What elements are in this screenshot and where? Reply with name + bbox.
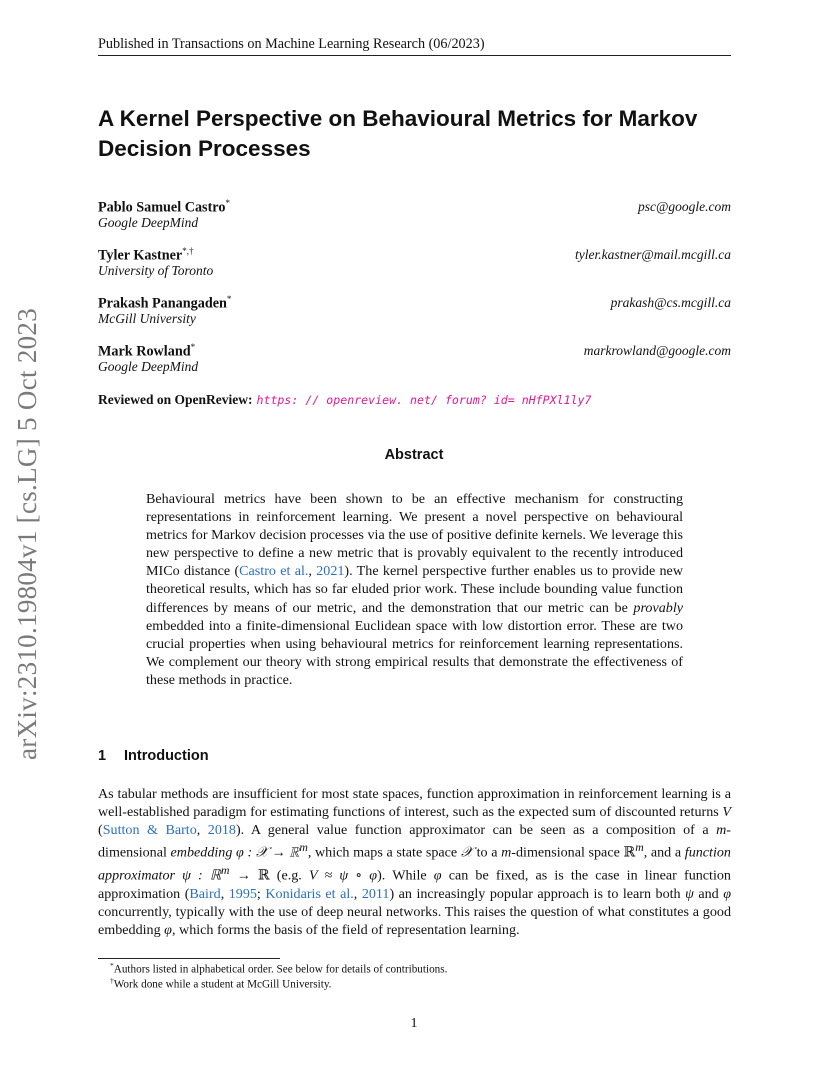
footnote [110, 961, 447, 976]
abstract-emphasis: provably [633, 599, 683, 616]
math-symbol: ψ [685, 885, 694, 902]
running-header: Published in Transactions on Machine Learning Research (06/2023) [98, 36, 485, 52]
intro-text: and [693, 885, 724, 902]
citation-link[interactable]: Castro et al. [239, 563, 309, 580]
citation-link[interactable]: Konidaris et al. [265, 885, 354, 902]
intro-text: , [220, 885, 229, 902]
math-symbol: φ [723, 885, 732, 902]
citation-link[interactable]: Baird [189, 885, 221, 902]
author-affiliation: Google DeepMind [98, 359, 199, 374]
openreview-link[interactable]: https: // openreview. net/ forum? id= nHfPXl1ly7 [256, 393, 592, 407]
author-name-text: Tyler Kastner [98, 247, 183, 264]
intro-text: ( [98, 822, 103, 839]
footnote-text: Authors listed in alphabetical order. See below for details of contributions. [113, 963, 448, 976]
intro-text: As tabular methods are insufficient for most state spaces, function approximation in reinforcement learning is a well-established paradigm for estimating functions of interest, such as the expected sum of discounted returns [98, 786, 731, 821]
math-symbol: V [722, 804, 731, 821]
author-name [98, 246, 193, 265]
intro-text: , which maps a state space [307, 844, 461, 861]
footnote-text: Work done while a student at McGill University. [113, 978, 332, 991]
citation-year-link[interactable]: 2011 [361, 885, 390, 902]
abstract-paragraph [146, 490, 683, 689]
intro-emphasis: function approximator [98, 844, 731, 884]
abstract-text: ). The kernel perspective further enables us to provide new theoretical results, which has so far eluded prior work. These include bounding value function differences by means of our metric, and the demonstration that our metric can be [146, 563, 683, 616]
intro-text: ). While [377, 867, 434, 884]
author-mark: * [190, 342, 196, 352]
math-symbol: φ [164, 922, 172, 939]
author-name [98, 342, 195, 361]
section-title: Introduction [124, 748, 209, 764]
introduction-paragraph [98, 785, 731, 939]
intro-text: can be fixed, as is the case in linear function approximation ( [98, 867, 731, 902]
header-rule [98, 55, 731, 56]
page-number: 1 [410, 1016, 418, 1031]
math-superscript: m [299, 841, 308, 855]
author-affiliation: McGill University [98, 311, 196, 326]
author-email[interactable]: psc@google.com [637, 199, 731, 214]
abstract-body [146, 490, 683, 689]
title-line-1: A Kernel Perspective on Behavioural Metrics for Markov [98, 106, 698, 131]
intro-text: , [353, 885, 362, 902]
intro-text: → ℝ (e.g. [229, 867, 309, 884]
intro-text: , [196, 822, 208, 839]
author-name [98, 294, 231, 313]
paper-title [98, 104, 738, 164]
math-symbol: 𝒳 [460, 844, 473, 861]
author-mark: * [225, 198, 230, 208]
math-superscript: m [221, 864, 230, 878]
intro-text: ). A general value function approximator can be seen as a composition of a [235, 822, 717, 839]
author-affiliation: University of Toronto [98, 263, 214, 278]
math-symbol: m [501, 844, 512, 861]
intro-text: ) an increasingly popular approach is to learn both [389, 885, 686, 902]
intro-text: -dimensional space ℝ [511, 844, 636, 861]
intro-text: -dimensional [98, 822, 731, 861]
citation-year-link[interactable]: 2021 [316, 563, 345, 580]
arxiv-stamp: arXiv:2310.19804v1 [cs.LG] 5 Oct 2023 [12, 307, 42, 760]
footnote-rule [98, 958, 280, 959]
citation-link[interactable]: Sutton & Barto [102, 822, 197, 839]
intro-text: ; [256, 885, 266, 902]
author-name-text: Pablo Samuel Castro [98, 199, 226, 216]
intro-text: concurrently, typically with the use of deep neural networks. This raises the question of what constitutes a good embedding [98, 903, 731, 939]
math-symbol: m [716, 822, 727, 839]
author-mark: *,† [182, 246, 194, 256]
author-affiliation: Google DeepMind [98, 215, 199, 230]
math-expression: φ : 𝒳 → ℝ [232, 844, 300, 861]
author-name-text: Mark Rowland [98, 343, 191, 360]
author-name [98, 198, 230, 217]
math-superscript: m [635, 841, 644, 855]
author-email[interactable]: tyler.kastner@mail.mcgill.ca [574, 247, 731, 262]
abstract-text: embedded into a finite-dimensional Euclidean space with low distortion error. These are two crucial properties when using behavioural metrics for reinforcement learning representations. We complement our theory with strong empirical results that demonstrate the effectiveness of these methods in practice. [146, 617, 683, 688]
citation-year-link[interactable]: 2018 [207, 822, 236, 839]
section-number: 1 [98, 748, 107, 764]
math-expression: ψ : ℝ [175, 867, 222, 884]
abstract-text: , [308, 563, 317, 580]
footnote-mark: † [110, 976, 114, 985]
abstract-text: Behavioural metrics have been shown to be an effective mechanism for constructing representations in reinforcement learning. We present a novel perspective on behavioural metrics for Markov decision processes via the use of positive definite kernels. We leverage this new perspective to define a new metric that is provably equivalent to the recently introduced MICo distance ( [146, 491, 683, 580]
abstract-heading: Abstract [384, 447, 444, 463]
citation-year-link[interactable]: 1995 [228, 885, 257, 902]
author-email[interactable]: markrowland@google.com [583, 343, 731, 358]
footnote-mark: * [110, 961, 114, 970]
intro-text: to a [472, 844, 502, 861]
intro-text: , and a [643, 844, 685, 861]
footnote [110, 976, 331, 991]
review-label: Reviewed on OpenReview: [98, 392, 253, 407]
math-expression: V ≈ ψ ∘ φ [308, 867, 378, 884]
intro-emphasis: embedding [170, 844, 233, 861]
review-line [98, 391, 592, 409]
author-name-text: Prakash Panangaden [98, 295, 227, 312]
section-heading [98, 748, 209, 764]
author-email[interactable]: prakash@cs.mcgill.ca [610, 295, 731, 310]
intro-text: , which forms the basis of the field of representation learning. [171, 922, 520, 939]
author-mark: * [226, 294, 232, 304]
math-symbol: φ [433, 867, 442, 884]
title-line-2: Decision Processes [98, 136, 311, 161]
